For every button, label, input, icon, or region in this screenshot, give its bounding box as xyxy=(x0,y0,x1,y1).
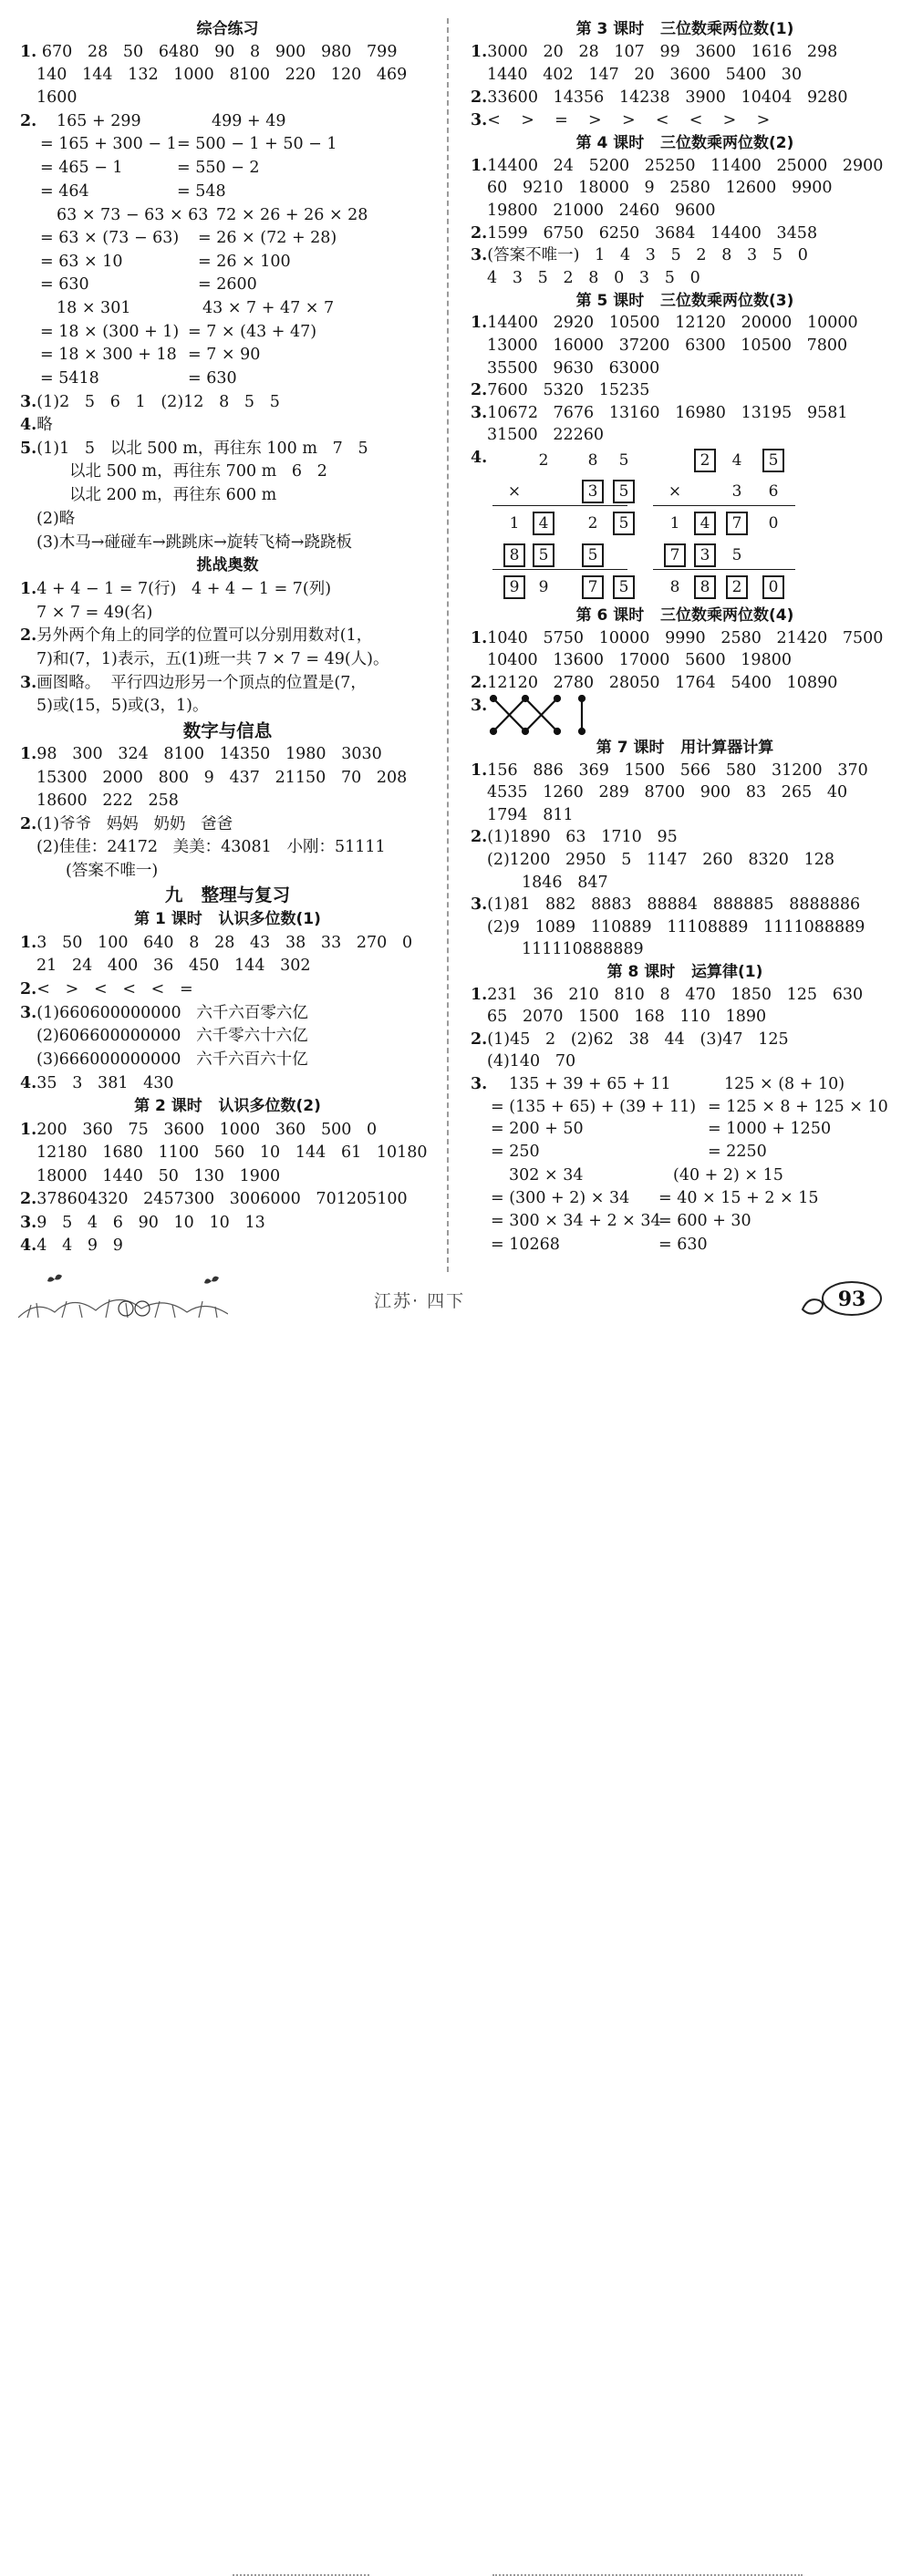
answer-line: (2)略 xyxy=(36,510,76,528)
calc-step: = 600 + 30 xyxy=(658,1212,751,1230)
answer-line: 1.14400 24 5200 25250 11400 25000 2900 xyxy=(471,157,884,175)
answer-line: 31500 22260 xyxy=(487,426,605,444)
answer-box-digit: 8 xyxy=(503,543,525,567)
section-heading-comprehensive: 综合练习 xyxy=(196,20,259,38)
answer-box-digit: 3 xyxy=(582,480,604,503)
question-number: 2. xyxy=(20,112,37,130)
answer-line: 2.(1)45 2 (2)62 38 44 (3)47 125 xyxy=(471,1030,789,1049)
calc-step: = 63 × (73 − 63) xyxy=(40,229,180,247)
grass-decoration xyxy=(18,1272,228,1321)
calc-step: = 1000 + 1250 xyxy=(708,1120,832,1138)
answer-line: 1.3000 20 28 107 99 3600 1616 298 xyxy=(471,43,838,61)
calc-step: = 7 × 90 xyxy=(188,346,261,364)
lesson-heading: 第 8 课时 运算律(1) xyxy=(606,963,763,981)
answer-line: 3.画图略。 平行四边形另一个顶点的位置是(7， xyxy=(20,674,367,692)
question-number: 4. xyxy=(471,449,488,467)
answer-box-digit: 5 xyxy=(613,575,635,599)
calc-step: = (135 + 65) + (39 + 11) xyxy=(491,1098,697,1116)
calc-rule-line xyxy=(653,569,795,570)
calc-step: 43 × 7 + 47 × 7 xyxy=(202,299,335,317)
calc-step: 125 × (8 + 10) xyxy=(724,1075,845,1093)
calc-step: = 548 xyxy=(177,182,226,201)
lesson-heading: 第 6 课时 三位数乘两位数(4) xyxy=(575,606,794,625)
answer-line: 111110888889 xyxy=(522,940,644,958)
calc-step: 135 + 39 + 65 + 11 xyxy=(509,1075,671,1093)
answer-line: 2.另外两个角上的同学的位置可以分别用数对(1， xyxy=(20,626,373,645)
answer-line: 19800 21000 2460 9600 xyxy=(487,202,716,220)
calc-rule-line xyxy=(492,505,627,506)
digit: 5 xyxy=(731,546,742,564)
answer-line: (2)9 1089 110889 11108889 1111088889 xyxy=(487,918,865,936)
calc-step: = 18 × (300 + 1) xyxy=(40,323,180,341)
answer-line: 1.231 36 210 810 8 470 1850 125 630 xyxy=(471,986,864,1004)
answer-box-digit: 5 xyxy=(613,512,635,535)
answer-line: 以北 200 m，再往东 600 m xyxy=(69,486,277,504)
digit: × xyxy=(507,482,522,501)
calc-step: 72 × 26 + 26 × 28 xyxy=(216,206,368,224)
answer-box-digit: 4 xyxy=(694,512,716,535)
calc-step: = 7 × (43 + 47) xyxy=(188,323,317,341)
answer-line: 1.14400 2920 10500 12120 20000 10000 xyxy=(471,314,858,332)
vertical-multiplication-2 xyxy=(653,447,797,600)
calc-step: = 464 xyxy=(40,182,89,201)
answer-box-digit: 3 xyxy=(694,543,716,567)
section-heading-olympiad: 挑战奥数 xyxy=(196,556,259,574)
digit: 6 xyxy=(768,482,779,501)
calc-step: = 300 × 34 + 2 × 34 xyxy=(491,1212,661,1230)
digit: 2 xyxy=(538,451,549,470)
answer-line: 3.(1)660600000000 六千六百零六亿 xyxy=(20,1004,308,1022)
calc-step: = 630 xyxy=(188,369,237,388)
calc-step: = 5418 xyxy=(40,369,99,388)
digit: × xyxy=(668,482,682,501)
digit: 1 xyxy=(669,514,680,533)
footer-edition-label: 江苏· 四下 xyxy=(374,1291,466,1311)
calc-step: (40 + 2) × 15 xyxy=(673,1166,783,1185)
lesson-heading: 第 7 课时 用计算器计算 xyxy=(596,739,774,757)
answer-line: 2.(1)爷爷 妈妈 奶奶 爸爸 xyxy=(20,815,233,833)
answer-line: 60 9210 18000 9 2580 12600 9900 xyxy=(487,179,833,197)
calc-step: 165 + 299 xyxy=(57,112,141,130)
answer-box-digit: 5 xyxy=(613,480,635,503)
answer-line: 4.35 3 381 430 xyxy=(20,1074,174,1092)
answer-line: 7 × 7 = 49(名) xyxy=(36,604,153,622)
answer-line: (答案不唯一) xyxy=(66,862,159,880)
calc-step: = 18 × 300 + 18 xyxy=(40,346,177,364)
answer-line: 2.378604320 2457300 3006000 701205100 xyxy=(20,1190,408,1208)
calc-step: = (300 + 2) × 34 xyxy=(491,1189,630,1207)
answer-line: (2)1200 2950 5 1147 260 8320 128 xyxy=(487,851,835,869)
calc-step: = 63 × 10 xyxy=(40,253,123,271)
answer-line: 12180 1680 1100 560 10 144 61 10180 xyxy=(36,1143,428,1162)
answer-line: 1.200 360 75 3600 1000 360 500 0 xyxy=(20,1121,378,1139)
digit: 5 xyxy=(618,451,629,470)
calc-step: = 10268 xyxy=(491,1236,560,1254)
answer-line: 2.(1)1890 63 1710 95 xyxy=(471,828,678,846)
answer-line: 7)和(7，1)表示，五(1)班一共 7 × 7 = 49(人)。 xyxy=(36,650,389,668)
calc-step: = 465 − 1 xyxy=(40,159,123,177)
answer-box-digit: 7 xyxy=(726,512,748,535)
calc-step: 18 × 301 xyxy=(57,299,131,317)
answer-line: (2)606600000000 六千零六十六亿 xyxy=(36,1027,308,1045)
answer-line: 65 2070 1500 168 110 1890 xyxy=(487,1008,767,1026)
answer-line: 5.(1)1 5 以北 500 m，再往东 100 m 7 5 xyxy=(20,440,368,458)
answer-line: 1.3 50 100 640 8 28 43 38 33 270 0 xyxy=(20,934,413,952)
answer-line: (4)140 70 xyxy=(487,1052,576,1071)
calc-step: 63 × 73 − 63 × 63 xyxy=(57,206,209,224)
answer-line: 以北 500 m，再往东 700 m 6 2 xyxy=(69,462,327,481)
answer-line: 3.10672 7676 13160 16980 13195 9581 xyxy=(471,404,848,422)
calc-step: = 40 × 15 + 2 × 15 xyxy=(658,1189,819,1207)
answer-line: 5)或(15，5)或(3，1)。 xyxy=(36,697,209,715)
answer-line: 140 144 132 1000 8100 220 120 469 xyxy=(36,66,408,84)
vertical-multiplication-1 xyxy=(492,447,627,600)
answer-line: 15300 2000 800 9 437 21150 70 208 xyxy=(36,769,408,787)
calc-step: = 26 × 100 xyxy=(198,253,291,271)
answer-line: 3.< > = > > < < > > xyxy=(471,111,771,129)
digit: 1 xyxy=(509,514,520,533)
answer-line: 2.12120 2780 28050 1764 5400 10890 xyxy=(471,674,838,692)
answer-line: 21 24 400 36 450 144 302 xyxy=(36,957,311,975)
answer-box-digit: 2 xyxy=(694,449,716,472)
answer-line: (2)佳佳：24172 美美：43081 小刚：51111 xyxy=(36,838,386,856)
lesson-heading: 第 4 课时 三位数乘两位数(2) xyxy=(575,134,794,152)
answer-box-digit: 4 xyxy=(533,512,554,535)
answer-box-digit: 5 xyxy=(582,543,604,567)
answer-line: 1600 xyxy=(36,88,78,107)
digit: 9 xyxy=(538,578,549,596)
answer-line: 2.33600 14356 14238 3900 10404 9280 xyxy=(471,88,848,107)
digit: 2 xyxy=(587,514,598,533)
answer-line: 18600 222 258 xyxy=(36,791,179,810)
calc-step: = 2250 xyxy=(708,1143,767,1161)
answer-line: 1. 670 28 50 6480 90 8 900 980 799 xyxy=(20,43,398,61)
answer-line: 1.1040 5750 10000 9990 2580 21420 7500 xyxy=(471,629,884,647)
answer-line: 4 3 5 2 8 0 3 5 0 xyxy=(487,269,700,287)
answer-line: 4.4 4 9 9 xyxy=(20,1236,123,1255)
calc-step: = 2600 xyxy=(198,275,257,294)
answer-line: 1794 811 xyxy=(487,806,574,824)
calc-step: 302 × 34 xyxy=(509,1166,584,1185)
lesson-heading: 第 5 课时 三位数乘两位数(3) xyxy=(575,292,794,310)
digit: 4 xyxy=(731,451,742,470)
lesson-heading: 第 1 课时 认识多位数(1) xyxy=(134,910,321,928)
answer-box-digit: 7 xyxy=(664,543,686,567)
lesson-heading: 第 3 课时 三位数乘两位数(1) xyxy=(575,20,794,38)
calc-step: = 165 + 300 − 1 xyxy=(40,135,177,153)
digit: 0 xyxy=(768,514,779,533)
calc-rule-line xyxy=(653,505,795,506)
calc-step: = 250 xyxy=(491,1143,540,1161)
answer-box-digit: 5 xyxy=(533,543,554,567)
answer-line: 1440 402 147 20 3600 5400 30 xyxy=(487,66,803,84)
answer-line: 3.(1)2 5 6 1 (2)12 8 5 5 xyxy=(20,393,280,411)
calc-step: 499 + 49 xyxy=(212,112,286,130)
answer-line: 2.< > < < < = xyxy=(20,980,193,998)
calc-step: = 630 xyxy=(40,275,89,294)
lesson-heading: 第 2 课时 认识多位数(2) xyxy=(134,1097,321,1115)
calc-step: = 550 − 2 xyxy=(177,159,260,177)
answer-line: 1.156 886 369 1500 566 580 31200 370 xyxy=(471,761,868,780)
answer-box-digit: 9 xyxy=(503,575,525,599)
calc-step: = 26 × (72 + 28) xyxy=(198,229,337,247)
answer-line: 4535 1260 289 8700 900 83 265 40 xyxy=(487,783,848,802)
answer-line: 2.1599 6750 6250 3684 14400 3458 xyxy=(471,224,818,243)
answer-line: 35500 9630 63000 xyxy=(487,359,660,378)
answer-line: 4.略 xyxy=(20,416,53,434)
answer-line: 3.9 5 4 6 90 10 10 13 xyxy=(20,1214,265,1232)
matching-lines-figure xyxy=(489,695,589,737)
chapter-heading-review: 九 整理与复习 xyxy=(164,885,291,905)
digit: 8 xyxy=(669,578,680,596)
digit: 3 xyxy=(731,482,742,501)
question-number: 3. xyxy=(471,1075,488,1093)
column-divider xyxy=(447,18,449,1272)
digit: 8 xyxy=(587,451,598,470)
answer-line: 13000 16000 37200 6300 10500 7800 xyxy=(487,336,848,355)
answer-box-digit: 8 xyxy=(694,575,716,599)
answer-box-digit: 7 xyxy=(582,575,604,599)
calc-step: = 200 + 50 xyxy=(491,1120,584,1138)
answer-box-digit: 5 xyxy=(762,449,784,472)
answer-line: 3.(1)81 882 8883 88884 888885 8888886 xyxy=(471,895,861,914)
answer-box-digit: 2 xyxy=(726,575,748,599)
calc-step: = 125 × 8 + 125 × 10 xyxy=(708,1098,888,1116)
answer-line: 3.(答案不唯一) 1 4 3 5 2 8 3 5 0 xyxy=(471,246,808,264)
question-number: 3. xyxy=(471,697,488,715)
calc-step: = 500 − 1 + 50 − 1 xyxy=(177,135,337,153)
answer-line: 1.98 300 324 8100 14350 1980 3030 xyxy=(20,745,382,763)
calc-rule-line xyxy=(492,569,627,570)
answer-line: 1.4 + 4 − 1 = 7(行) 4 + 4 − 1 = 7(列) xyxy=(20,580,332,598)
answer-line: (3)木马→碰碰车→跳跳床→旋转飞椅→跷跷板 xyxy=(36,533,352,552)
answer-line: (3)666000000000 六千六百六十亿 xyxy=(36,1050,308,1069)
section-heading-numbers-info: 数字与信息 xyxy=(182,720,273,741)
answer-line: 2.7600 5320 15235 xyxy=(471,381,650,399)
answer-box-digit: 0 xyxy=(762,575,784,599)
calc-step: = 630 xyxy=(658,1236,708,1254)
answer-line: 1846 847 xyxy=(522,874,608,892)
answer-line: 10400 13600 17000 5600 19800 xyxy=(487,651,792,669)
page-number: 93 xyxy=(837,1288,866,1311)
answer-line: 18000 1440 50 130 1900 xyxy=(36,1167,281,1185)
